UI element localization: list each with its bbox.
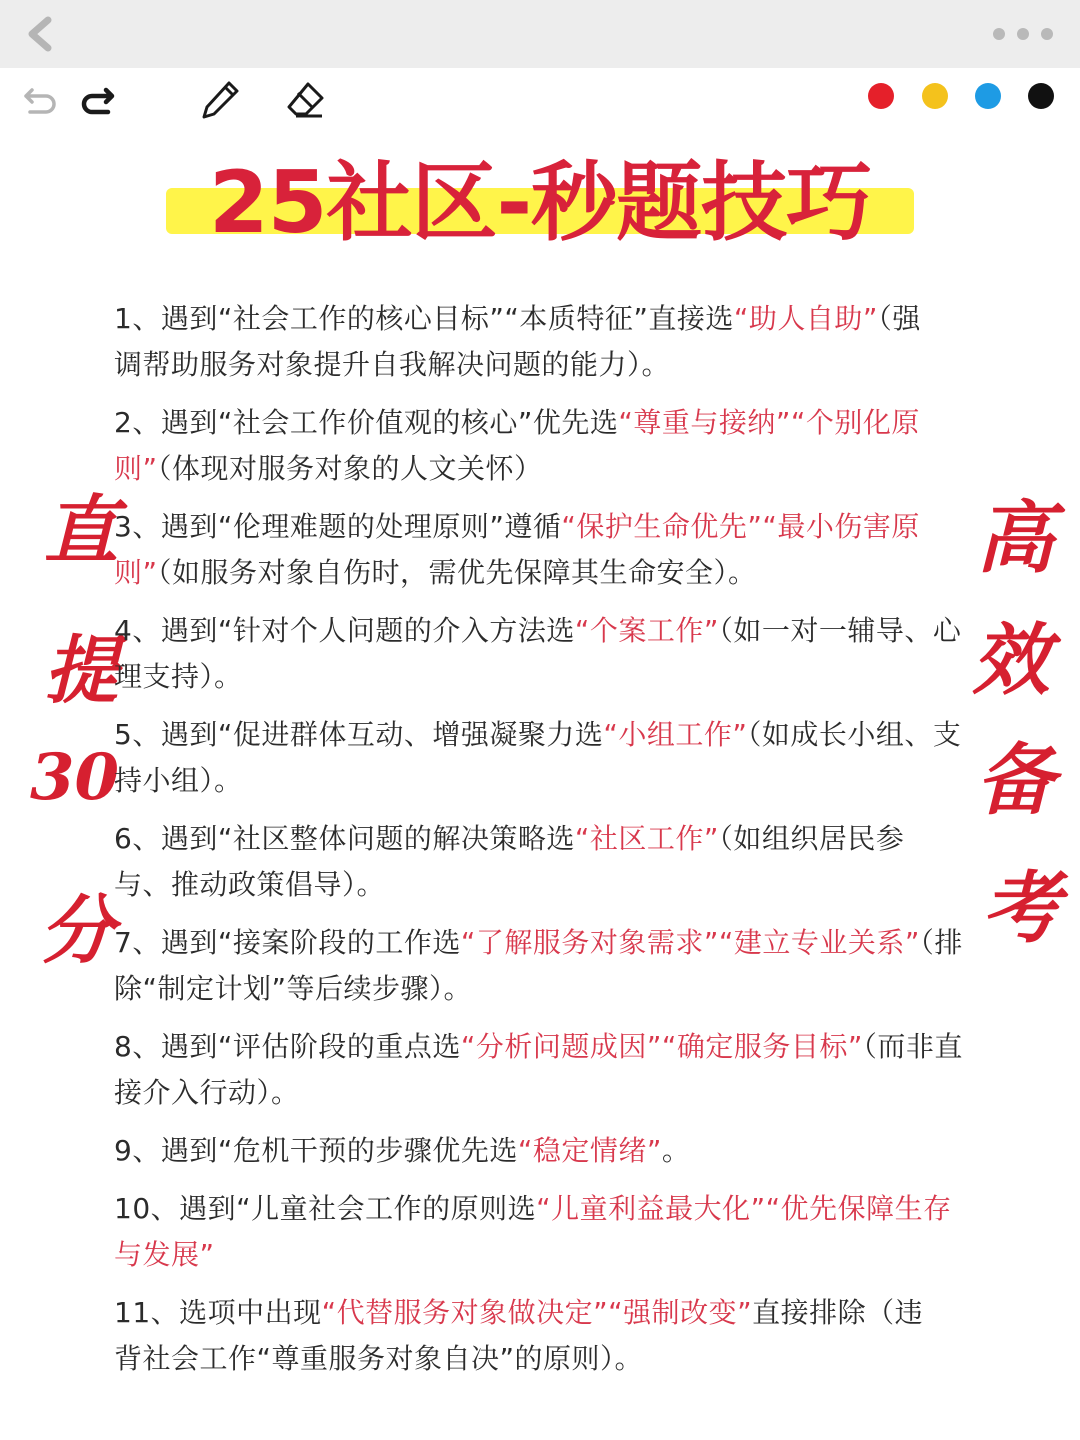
- left-note-char: 分: [40, 888, 114, 974]
- color-swatch-red[interactable]: [868, 83, 894, 109]
- right-note-char: 效: [972, 615, 1051, 706]
- drawing-toolbar: [0, 68, 1080, 130]
- tip-item: 1、遇到“社会工作的核心目标”“本质特征”直接选“助人自助”（强调帮助服务对象提升自我解决问题的能力）。: [114, 302, 921, 381]
- tip-item: 7、遇到“接案阶段的工作选“了解服务对象需求”“建立专业关系”（排除“制定计划”等后续步骤）。: [114, 926, 963, 1005]
- tip-item: 4、遇到“针对个人问题的介入方法选“个案工作”（如一对一辅导、心理支持）。: [114, 614, 962, 693]
- pen-icon[interactable]: [198, 78, 242, 122]
- left-note-char: 直: [44, 488, 118, 574]
- tips-list: [114, 296, 984, 1394]
- right-note-char: 考: [982, 863, 1061, 954]
- right-note-char: 高: [976, 493, 1055, 584]
- top-bar: [0, 0, 1080, 68]
- right-note-char: 备: [976, 735, 1055, 826]
- tip-item: 8、遇到“评估阶段的重点选“分析问题成因”“确定服务目标”（而非直接介入行动）。: [114, 1030, 963, 1109]
- page-title: 25社区-秒题技巧: [208, 153, 872, 253]
- tip-item: 9、遇到“危机干预的步骤优先选“稳定情绪”。: [114, 1134, 691, 1167]
- eraser-icon[interactable]: [284, 78, 328, 122]
- title-area: [0, 148, 1080, 258]
- color-swatch-yellow[interactable]: [922, 83, 948, 109]
- left-note-char: 30: [30, 740, 120, 815]
- tip-item: 5、遇到“促进群体互动、增强凝聚力选“小组工作”（如成长小组、支持小组）。: [114, 718, 962, 797]
- left-note-char: 提: [44, 628, 118, 714]
- tip-item: 2、遇到“社会工作价值观的核心”优先选“尊重与接纳”“个别化原则”（体现对服务对象的人文关怀）: [114, 406, 920, 485]
- left-handwritten-note: [0, 0, 130, 1440]
- tip-item: 6、遇到“社区整体问题的解决策略选“社区工作”（如组织居民参与、推动政策倡导）。: [114, 822, 905, 901]
- tip-item: 10、遇到“儿童社会工作的原则选“儿童利益最大化”“优先保障生存与发展”: [114, 1192, 952, 1271]
- tip-item: 11、选项中出现“代替服务对象做决定”“强制改变”直接排除（违背社会工作“尊重服务对象自决”的原则）。: [114, 1296, 924, 1375]
- tip-item: 3、遇到“伦理难题的处理原则”遵循“保护生命优先”“最小伤害原则”（如服务对象自伤时，需优先保障其生命安全）。: [114, 510, 920, 589]
